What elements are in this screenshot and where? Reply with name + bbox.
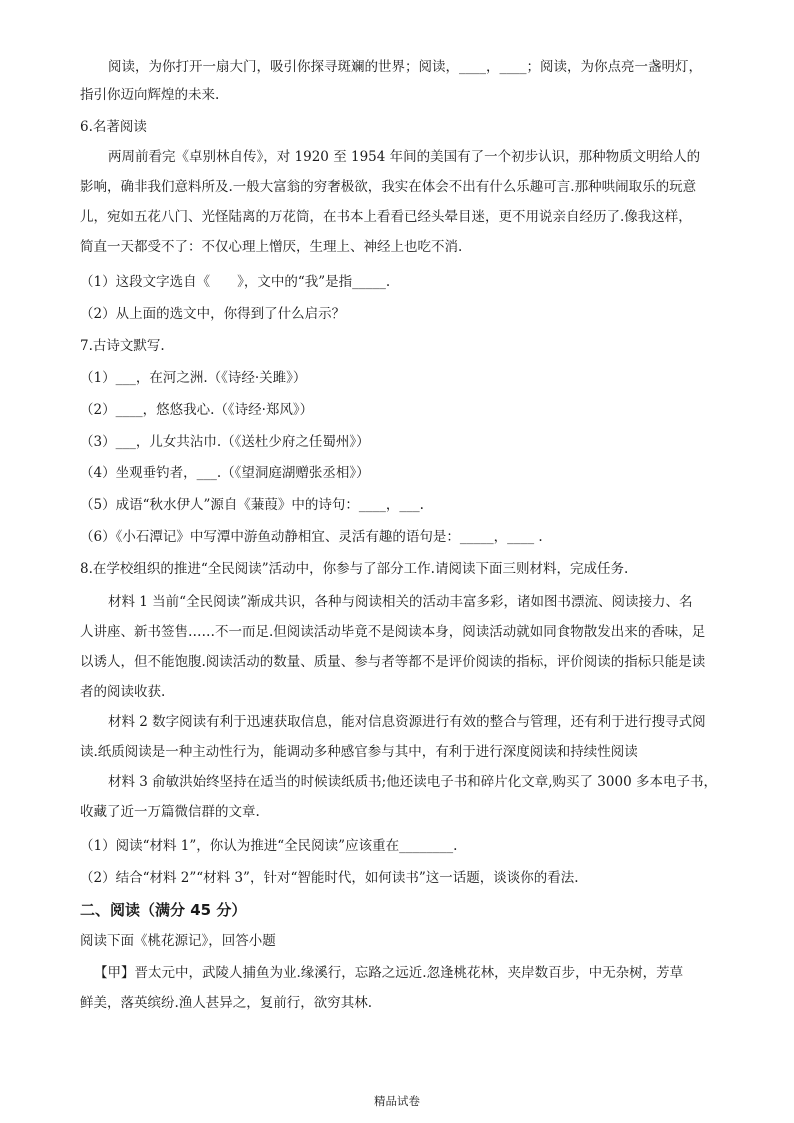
section-2-prompt: 阅读下面《桃花源记》，回答小题 [80,933,276,949]
intro-line-1: 阅读，为你打开一扇大门，吸引你探寻斑斓的世界；阅读，____，____；阅读，为你点亮一盏明灯， [108,59,702,75]
q6-passage-line-4: 简直一天都受不了：不仅心理上憎厌，生理上、神经上也吃不消. [80,239,463,255]
q6-sub-question-1: （1）这段文字选自《 》，文中的“我”是指_____. [80,274,391,290]
intro-line-2: 指引你迈向辉煌的未来. [80,87,220,103]
q8-title: 8.在学校组织的推进“全民阅读”活动中，你参与了部分工作.请阅读下面三则材料，完成任务. [80,561,629,577]
q8-sub-question-1: （1）阅读“材料 1”，你认为推进“全民阅读”应该重在________. [80,838,458,854]
q8-material-1-line-2: 人讲座、新书签售……不一而足.但阅读活动毕竟不是阅读本身，阅读活动就如同食物散发出来的香味，足 [80,624,706,640]
q7-item-6: （6）《小石潭记》中写潭中游鱼动静相宜、灵活有趣的语句是：_____，____ . [80,529,543,545]
q8-material-3-line-1: 材料 3 俞敏洪始终坚持在适当的时候读纸质书;他还读电子书和碎片化文章,购买了 3000 多本电子书， [108,774,717,790]
q6-passage-line-2: 影响，确非我们意料所及.一般大富翁的穷奢极欲，我实在体会不出有什么乐趣可言.那种哄闹取乐的玩意 [80,179,697,195]
q7-item-2: （2）____，悠悠我心.（《诗经·郑风》） [80,402,314,418]
passage-jia-line-2: 鲜美，落英缤纷.渔人甚异之，复前行，欲穷其林. [80,995,373,1011]
section-2-heading: 二、阅读（满分 45 分） [80,901,247,919]
q8-material-2-line-2: 读.纸质阅读是一种主动性行为，能调动多种感官参与其中，有利于进行深度阅读和持续性阅读 [80,744,638,760]
q8-material-1-line-1: 材料 1 当前“全民阅读”渐成共识，各种与阅读相关的活动丰富多彩，诸如图书漂流、阅读接力、名 [108,594,693,610]
q8-material-3-line-2: 收藏了近一万篇微信群的文章. [80,804,260,820]
q7-item-3: （3）___，儿女共沾巾.（《送杜少府之任蜀州》） [80,434,370,450]
q7-title: 7.古诗文默写. [80,338,165,354]
q7-item-1: （1）___，在河之洲.（《诗经·关雎》） [80,370,307,386]
q7-item-4: （4）坐观垂钓者，___.（《望洞庭湖赠张丞相》） [80,465,370,481]
q8-sub-question-2: （2）结合“材料 2”“材料 3”，针对“智能时代，如何读书”这一话题，谈谈你的看法. [80,870,579,886]
q8-material-1-line-4: 者的阅读收获. [80,684,166,700]
q6-sub-question-2: （2）从上面的选文中，你得到了什么启示？ [80,306,346,322]
q8-material-1-line-3: 以诱人，但不能饱腹.阅读活动的数量、质量、参与者等都不是评价阅读的指标，评价阅读的指标只能是读 [80,654,706,670]
q6-title: 6.名著阅读 [80,119,147,135]
q7-item-5: （5）成语“秋水伊人”源自《蒹葭》中的诗句：____，___. [80,497,424,513]
q8-material-2-line-1: 材料 2 数字阅读有利于迅速获取信息，能对信息资源进行有效的整合与管理，还有利于进行搜寻式阅 [108,714,706,730]
passage-jia-line-1: 【甲】晋太元中，武陵人捕鱼为业.缘溪行，忘路之远近.忽逢桃花林，夹岸数百步，中无杂树，芳草 [94,965,684,981]
page-footer: 精品试卷 [374,1094,420,1108]
q6-passage-line-3: 儿，宛如五花八门、光怪陆离的万花筒，在书本上看看已经头晕目迷，更不用说亲自经历了.像我这样， [80,209,692,225]
q6-passage-line-1: 两周前看完《卓别林自传》，对 1920 至 1954 年间的美国有了一个初步认识，那种物质文明给人的 [108,149,701,165]
